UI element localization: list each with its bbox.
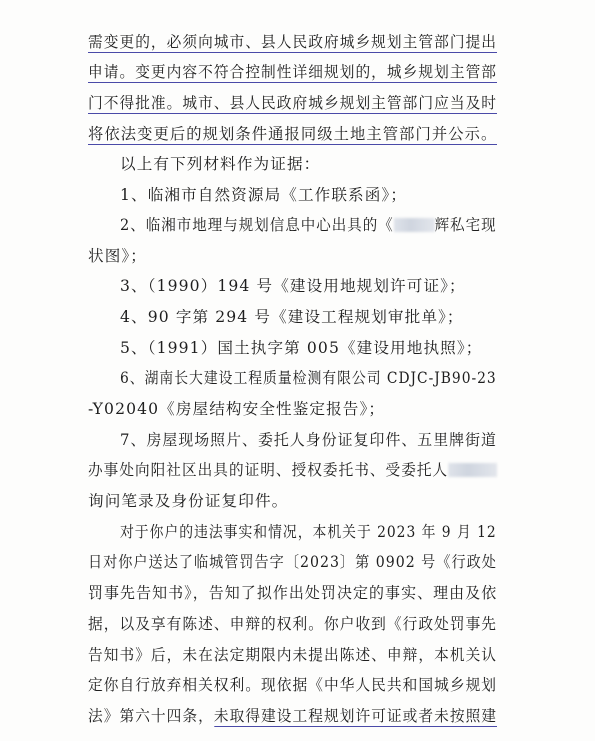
- text-line-2: [88, 62, 497, 82]
- text-line-14: [120, 430, 497, 450]
- text-line-8: [88, 246, 147, 266]
- text-segment: 办事处向阳社区出具的证明、授权委托书、受委托人: [88, 461, 449, 479]
- text-line-6: [120, 185, 407, 205]
- text-line-7: [120, 215, 497, 235]
- redaction-mark: [394, 218, 435, 232]
- text-line-11: [120, 338, 482, 358]
- text-line-19: [88, 583, 497, 603]
- text-line-10: [120, 307, 464, 327]
- text-segment: 定你自行放弃相关权利。现依据《中华人民共和国城乡规划: [88, 676, 498, 694]
- text-line-3: [88, 93, 497, 113]
- text-line-4: [88, 124, 497, 144]
- underlined-text: 门不得批准。城市、县人民政府城乡规划主管部门应当及时: [88, 94, 498, 112]
- text-segment: 以上有下列材料作为证据：: [120, 155, 321, 173]
- text-segment: 法》第六十四条，: [88, 707, 214, 725]
- text-segment: 告知书》后，未在法定期限内未提出陈述、申辩，本机关认: [88, 646, 498, 664]
- text-segment: 7、房屋现场照片、委托人身份证复印件、五里牌街道: [120, 431, 497, 449]
- text-line-22: [88, 675, 497, 695]
- underlined-text: 未取得建设工程规划许可证或者未按照建: [213, 707, 498, 725]
- text-line-18: [88, 552, 497, 572]
- text-line-12: [120, 368, 497, 388]
- text-segment: 罚事先告知书》，告知了拟作出处罚决定的事实、理由及依: [88, 584, 498, 602]
- underlined-text: 需变更的，必须向城市、县人民政府城乡规划主管部门提出: [88, 33, 498, 51]
- text-segment: 状图》；: [88, 247, 147, 265]
- text-line-1: [88, 32, 497, 52]
- text-segment: 5、（1991）国土执字第 005《建设用地执照》；: [120, 339, 483, 357]
- text-segment: 2、临湘市地理与规划信息中心出具的《: [120, 216, 394, 234]
- underlined-text: 将依法变更后的规划条件通报同级土地主管部门并公示。: [88, 125, 498, 143]
- text-segment: 据，以及享有陈述、申辩的权利。你户收到《行政处罚事先: [88, 615, 498, 633]
- text-segment: 询问笔录及身份证复印件。: [88, 492, 289, 510]
- text-line-16: [88, 491, 288, 511]
- text-segment: 日对你户送达了临城管罚告字〔2023〕第 0902 号《行政处: [88, 553, 497, 571]
- text-line-21: [88, 645, 497, 665]
- text-segment: -Y02040《房屋结构安全性鉴定报告》；: [88, 400, 386, 418]
- text-segment: 对于你户的违法事实和情况，本机关于 2023 年 9 月 12: [120, 523, 497, 541]
- text-line-17: [120, 522, 497, 542]
- text-line-9: [120, 276, 466, 296]
- text-line-15: [88, 460, 497, 480]
- text-segment: 6、湖南长大建设工程质量检测有限公司 CDJC-JB90-23: [120, 369, 497, 387]
- text-segment: 辉私宅现: [434, 216, 497, 234]
- text-line-20: [88, 614, 497, 634]
- text-segment: 1、临湘市自然资源局《工作联系函》；: [120, 186, 408, 204]
- text-segment: 4、90 字第 294 号《建设工程规划审批单》；: [120, 308, 464, 326]
- text-line-13: [88, 399, 385, 419]
- redaction-mark: [448, 463, 497, 477]
- underlined-text: 申请。变更内容不符合控制性详细规划的，城乡规划主管部: [88, 63, 498, 81]
- text-segment: 3、（1990）194 号《建设用地规划许可证》；: [120, 277, 466, 295]
- text-line-23: [88, 706, 497, 726]
- text-line-5: [120, 154, 320, 174]
